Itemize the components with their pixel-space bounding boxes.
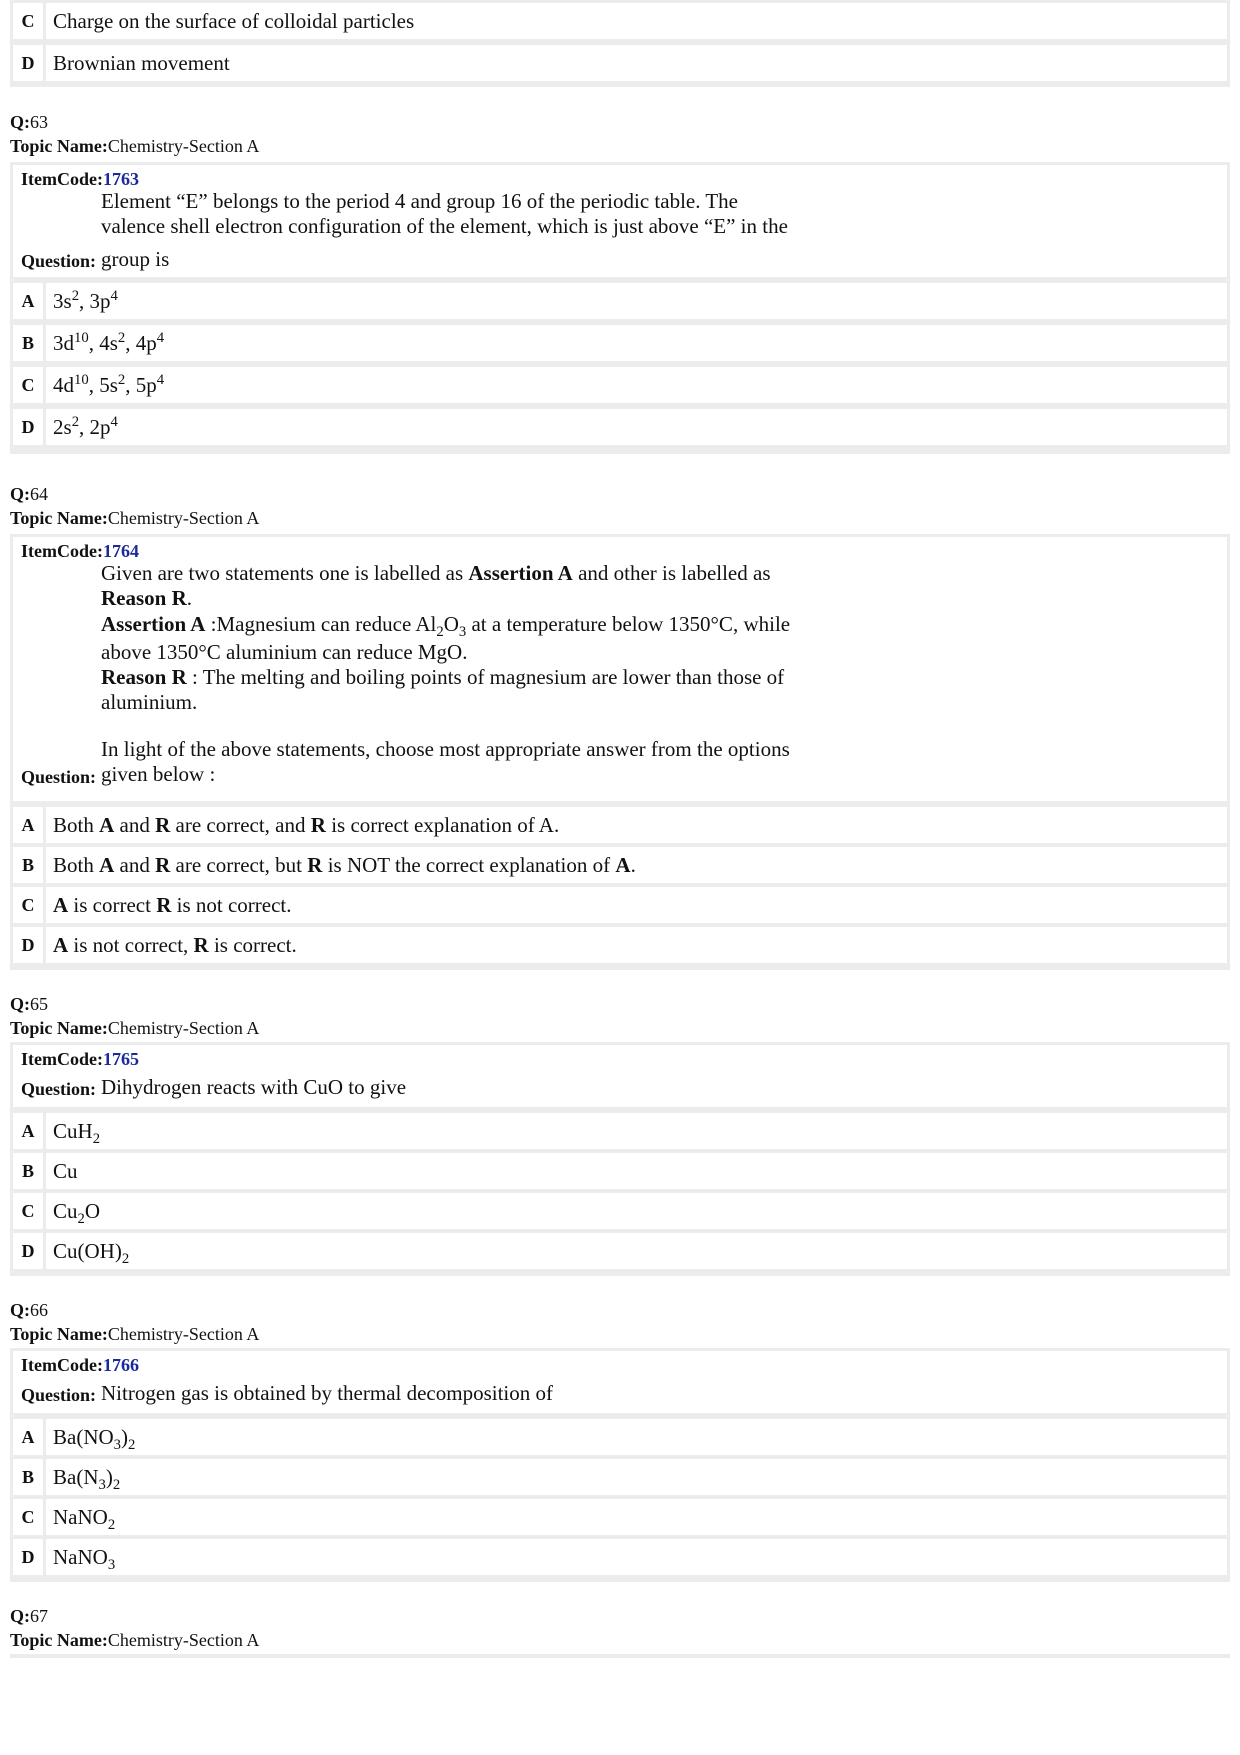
option-row-c[interactable] bbox=[10, 364, 1230, 406]
option-text: $3s^2$, $3p^4$ bbox=[53, 288, 118, 313]
question-label: Question: bbox=[21, 251, 97, 271]
question-box bbox=[10, 534, 1230, 804]
option-row-a[interactable] bbox=[10, 280, 1230, 322]
option-row-d[interactable] bbox=[10, 1536, 1230, 1578]
question-number: Q:64 bbox=[10, 484, 48, 504]
option-row-c[interactable] bbox=[10, 884, 1230, 926]
question-text-line: valence shell electron configuration of the element, which is just above “E” in the bbox=[101, 214, 788, 238]
option-text: Both A and R are correct, and R is correct explanation of A. bbox=[53, 813, 560, 837]
option-letter: A bbox=[13, 807, 46, 843]
question-label: Question: bbox=[21, 1385, 97, 1405]
topic-name: Topic Name:Chemistry-Section A bbox=[10, 1018, 260, 1038]
topic-name: Topic Name:Chemistry-Section A bbox=[10, 1630, 260, 1650]
option-text: A is not correct, R is correct. bbox=[53, 933, 297, 957]
option-letter: C bbox=[13, 1499, 46, 1535]
item-code: ItemCode:1763 bbox=[21, 169, 139, 189]
option-letter: B bbox=[13, 325, 46, 361]
option-letter: D bbox=[13, 45, 46, 81]
option-row[interactable] bbox=[10, 0, 1230, 42]
option-text: Brownian movement bbox=[53, 51, 230, 75]
assertion-line: above 1350°C aluminium can reduce MgO. bbox=[101, 640, 468, 664]
section-divider bbox=[10, 448, 1230, 454]
question-text-line: In light of the above statements, choose most appropriate answer from the options bbox=[101, 737, 790, 761]
option-text: $Ba(NO_3)_2$ bbox=[53, 1425, 136, 1454]
option-text: NaNO$_2$ bbox=[53, 1505, 116, 1534]
option-letter: D bbox=[13, 927, 46, 963]
option-row-b[interactable] bbox=[10, 1150, 1230, 1192]
option-text: $2s^2$, $2p^4$ bbox=[53, 414, 118, 439]
option-letter: D bbox=[13, 1539, 46, 1575]
option-letter: D bbox=[13, 1233, 46, 1269]
option-row-b[interactable] bbox=[10, 844, 1230, 886]
question-box bbox=[10, 1348, 1230, 1416]
option-text: Both A and R are correct, but R is NOT the correct explanation of A. bbox=[53, 853, 636, 877]
section-divider bbox=[10, 1654, 1230, 1658]
option-text: $4d^{10}$, $5s^2$, $5p^4$ bbox=[53, 372, 165, 397]
option-row-b[interactable] bbox=[10, 1456, 1230, 1498]
option-row-a[interactable] bbox=[10, 1110, 1230, 1152]
question-text-line: Nitrogen gas is obtained by thermal decomposition of bbox=[101, 1381, 553, 1405]
option-letter: B bbox=[13, 847, 46, 883]
option-row-c[interactable] bbox=[10, 1190, 1230, 1232]
question-number: Q:63 bbox=[10, 112, 48, 132]
section-divider bbox=[10, 1576, 1230, 1582]
option-text: $Cu_2O$ bbox=[53, 1199, 101, 1228]
option-letter: A bbox=[13, 1113, 46, 1149]
option-letter: C bbox=[13, 1193, 46, 1229]
option-letter: C bbox=[13, 887, 46, 923]
question-text-line: group is bbox=[101, 247, 170, 271]
option-row-c[interactable] bbox=[10, 1496, 1230, 1538]
reason-line: Reason R : The melting and boiling points of magnesium are lower than those of bbox=[101, 665, 785, 689]
question-number: Q:66 bbox=[10, 1300, 48, 1320]
option-text: A is correct R is not correct. bbox=[53, 893, 292, 917]
item-code: ItemCode:1766 bbox=[21, 1355, 139, 1375]
option-text: $3d^{10}$, $4s^2$, $4p^4$ bbox=[53, 330, 165, 355]
option-text: Charge on the surface of colloidal particles bbox=[53, 9, 415, 33]
option-letter: C bbox=[13, 367, 46, 403]
option-text: Cu bbox=[53, 1159, 78, 1183]
question-label: Question: bbox=[21, 1079, 97, 1099]
question-box bbox=[10, 1042, 1230, 1110]
option-letter: B bbox=[13, 1459, 46, 1495]
reason-line: aluminium. bbox=[101, 690, 198, 714]
question-box bbox=[10, 162, 1230, 280]
question-text-line: Given are two statements one is labelled as Assertion A and other is labelled as bbox=[101, 561, 771, 585]
topic-name: Topic Name:Chemistry-Section A bbox=[10, 136, 260, 156]
question-text-line: Element “E” belongs to the period 4 and group 16 of the periodic table. The bbox=[101, 189, 739, 213]
question-number: Q:67 bbox=[10, 1606, 48, 1626]
option-letter: A bbox=[13, 1419, 46, 1455]
option-text: $Cu(OH)_2$ bbox=[53, 1239, 130, 1268]
option-row[interactable] bbox=[10, 42, 1230, 84]
assertion-line: Assertion A :Magnesium can reduce $Al_2O_3$ at a temperature below 1350°C, while bbox=[101, 612, 791, 641]
option-row-a[interactable] bbox=[10, 1416, 1230, 1458]
option-letter: D bbox=[13, 409, 46, 445]
question-text-line: Reason R. bbox=[101, 586, 193, 610]
topic-name: Topic Name:Chemistry-Section A bbox=[10, 508, 260, 528]
option-letter: B bbox=[13, 1153, 46, 1189]
option-row-d[interactable] bbox=[10, 1230, 1230, 1272]
section-divider bbox=[10, 1270, 1230, 1276]
item-code: ItemCode:1765 bbox=[21, 1049, 139, 1069]
section-divider bbox=[10, 81, 1230, 87]
option-letter: A bbox=[13, 283, 46, 319]
item-code: ItemCode:1764 bbox=[21, 541, 139, 561]
question-label: Question: bbox=[21, 767, 97, 787]
question-text-line: Dihydrogen reacts with CuO to give bbox=[101, 1075, 407, 1099]
question-number: Q:65 bbox=[10, 994, 48, 1014]
option-letter: C bbox=[13, 3, 46, 39]
section-divider bbox=[10, 964, 1230, 970]
option-row-b[interactable] bbox=[10, 322, 1230, 364]
option-text: $Ba(N_3)_2$ bbox=[53, 1465, 121, 1494]
option-row-d[interactable] bbox=[10, 406, 1230, 448]
topic-name: Topic Name:Chemistry-Section A bbox=[10, 1324, 260, 1344]
option-text: CuH$_2$ bbox=[53, 1119, 101, 1148]
option-text: NaNO$_3$ bbox=[53, 1545, 116, 1574]
option-row-a[interactable] bbox=[10, 804, 1230, 846]
option-row-d[interactable] bbox=[10, 924, 1230, 966]
question-text-line: given below : bbox=[101, 762, 216, 786]
